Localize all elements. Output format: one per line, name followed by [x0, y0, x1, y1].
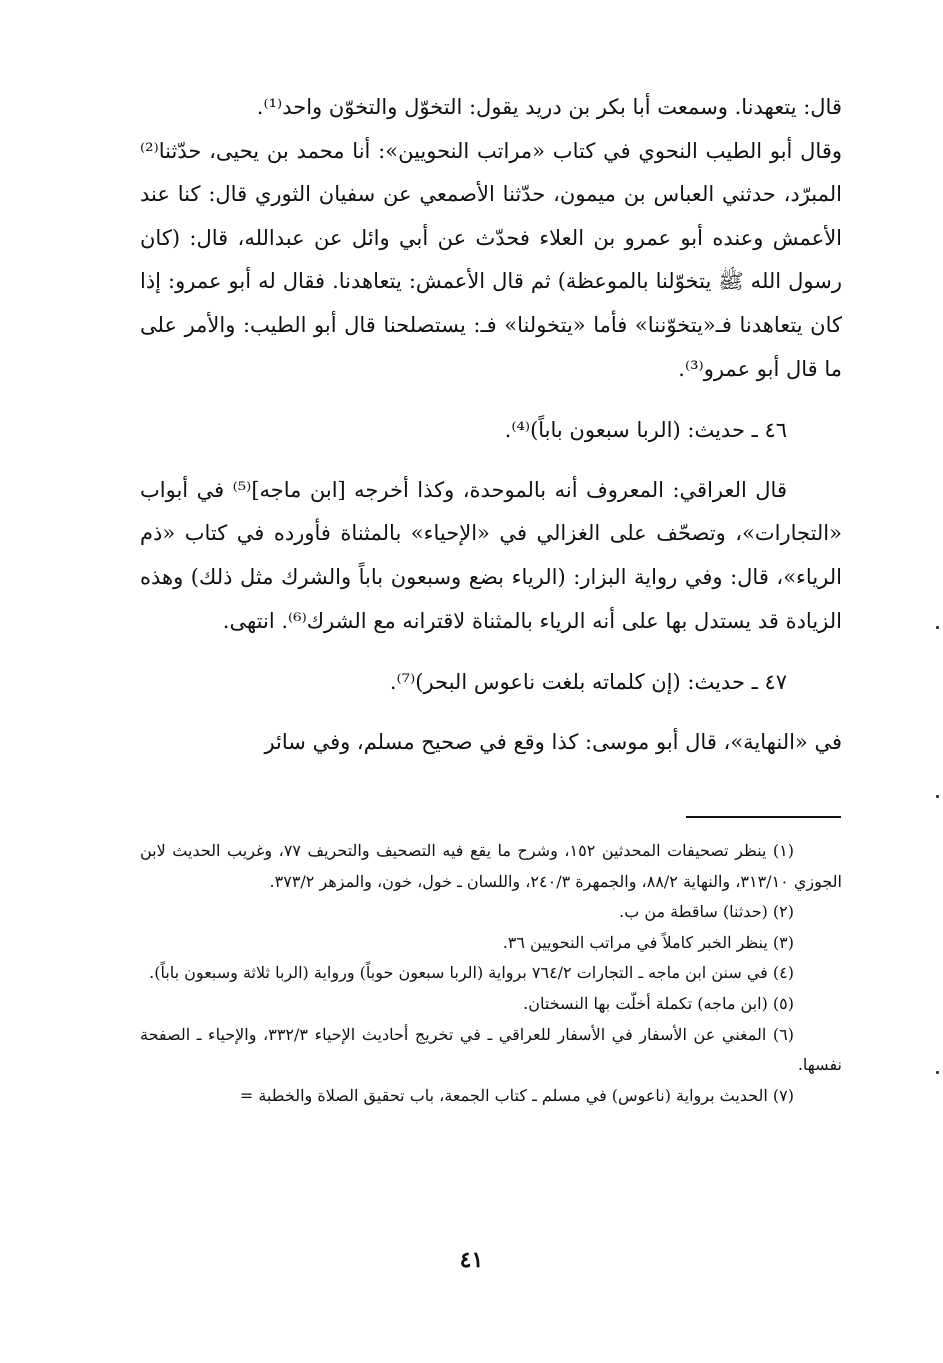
scan-speck	[936, 1071, 939, 1074]
scan-speck	[936, 626, 939, 629]
hadith-46-heading: ٤٦ ـ حديث: (الربا سبعون باباً)⁽⁴⁾.	[504, 418, 787, 443]
footnote-1: (١) ينظر تصحيفات المحدثين ١٥٢، وشرح ما يقع فيه التصحيف والتحريف ٧٧، وغريب الحديث لابن الجوزي ٣١٣/١٠، والنهاية ٨٨/٢، والجمهرة ٢٤٠/٣، واللسان ـ خول، خون، والمزهر ٣٧٣/٢.	[140, 841, 842, 891]
scan-speck	[936, 795, 939, 798]
paragraph-4: في «النهاية»، قال أبو موسى: كذا وقع في صحيح مسلم، وفي سائر	[264, 729, 842, 754]
hadith-47-heading: ٤٧ ـ حديث: (إن كلماته بلغت ناعوس البحر)⁽⁷⁾.	[389, 670, 787, 695]
footnotes	[140, 836, 842, 1111]
footnote-2: (٢) (حدثنا) ساقطة من ب.	[619, 902, 794, 922]
footnote-7: (٧) الحديث برواية (ناعوس) في مسلم ـ كتاب الجمعة، باب تحقيق الصلاة والخطبة =	[239, 1085, 794, 1105]
footnote-4: (٤) في سنن ابن ماجه ـ التجارات ٧٦٤/٢ برواية (الربا سبعون حوباً) ورواية (الربا ثلاثة وسبعون باباً).	[149, 963, 794, 983]
footnote-5: (٥) (ابن ماجه) تكملة أخلّت بها النسختان.	[523, 993, 794, 1013]
page-number: ٤١	[459, 1247, 484, 1273]
footnote-3: (٣) ينظر الخبر كاملاً في مراتب النحويين ٣٦.	[502, 932, 794, 952]
footnote-6: (٦) المغني عن الأسفار في الأسفار للعراقي ـ في تخريج أحاديث الإحياء ٣٣٢/٣، والإحياء ـ الصفحة نفسها.	[140, 1024, 842, 1075]
paragraph-1: قال: يتعهدنا. وسمعت أبا بكر بن دريد يقول: التخوّل والتخوّن واحد⁽¹⁾.	[256, 95, 842, 119]
paragraph-3: قال العراقي: المعروف أنه بالموحدة، وكذا أخرجه [ابن ماجه]⁽⁵⁾ في أبواب «التجارات»، وتصحّف على الغزالي في «الإحياء» بالمثناة فأورده في كتاب «ذم الرياء»، قال: وفي رواية البزار: (الرياء بضع وسبعون باباً والشرك مثل ذلك) وهذه الزيادة قد يستدل بها على أنه الرياء بالمثناة لاقترانه مع الشرك⁽⁶⁾. انتهى.	[140, 477, 842, 633]
paragraph-2: وقال أبو الطيب النحوي في كتاب «مراتب النحويين»: أنا محمد بن يحيى، حدّثنا⁽²⁾ المبرّد، حدثني العباس بن ميمون، حدّثنا الأصمعي عن سفيان الثوري قال: كنا عند الأعمش وعنده أبو عمرو بن العلاء فحدّث عن أبي وائل عن عبدالله، قال: (كان رسول الله ﷺ يتخوّلنا بالموعظة) ثم قال الأعمش: يتعاهدنا. فقال له أبو عمرو: إذا كان يتعاهدنا فـ«يتخوّننا» فأما «يتخولنا» فـ: يستصلحنا قال أبو الطيب: والأمر على ما قال أبو عمرو⁽³⁾.	[140, 138, 842, 381]
footnote-separator	[686, 816, 841, 818]
main-text	[140, 86, 842, 764]
